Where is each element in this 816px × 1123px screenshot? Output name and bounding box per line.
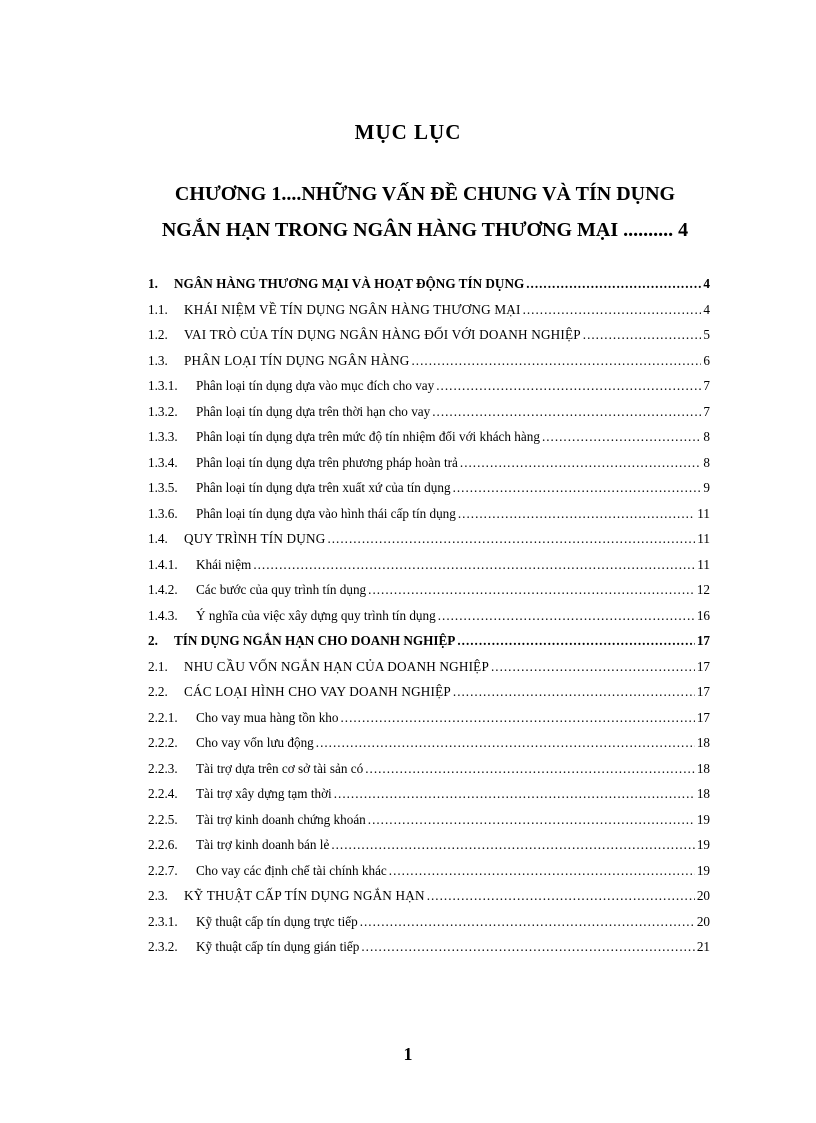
toc-entry-title: NHU CẦU VỐN NGẮN HẠN CỦA DOANH NGHIỆP: [184, 658, 489, 674]
toc-entry-page: 12: [696, 582, 710, 597]
toc-entry-title: Phân loại tín dụng dựa trên mức độ tín nhiệm đối với khách hàng: [196, 429, 540, 444]
toc-entry-number: 1.2.: [148, 327, 168, 342]
toc-entry[interactable]: [148, 684, 710, 710]
toc-entry-page: 19: [696, 811, 710, 827]
toc-dot-leader: [360, 914, 695, 930]
toc-entry-title: Phân loại tín dụng dựa vào hình thái cấp tín dụng: [196, 505, 456, 521]
toc-entry-number: 2.: [148, 633, 158, 648]
toc-dot-leader: [523, 302, 702, 318]
toc-entry-page: 21: [696, 939, 710, 954]
toc-entry[interactable]: [148, 812, 710, 838]
toc-entry-title: Cho vay vốn lưu động: [196, 735, 314, 750]
toc-entry-title: Tài trợ kinh doanh bán lẻ: [196, 837, 330, 852]
toc-entry-page: 19: [696, 837, 710, 852]
toc-dot-leader: [327, 531, 695, 547]
toc-entry-page: 16: [696, 607, 710, 623]
toc-dot-leader: [427, 888, 695, 904]
toc-entry-page: 17: [696, 658, 710, 674]
toc-entry-number: 1.3.5.: [148, 480, 178, 495]
toc-entry[interactable]: [148, 710, 710, 736]
toc-entry[interactable]: [148, 608, 710, 634]
toc-dot-leader: [526, 276, 701, 292]
toc-entry-number: 2.3.1.: [148, 913, 178, 929]
toc-entry-page: 18: [696, 786, 710, 801]
toc-dot-leader: [542, 429, 701, 445]
toc-entry-number: 2.3.: [148, 888, 168, 903]
toc-entry-title: Tài trợ dựa trên cơ sở tài sản có: [196, 760, 364, 776]
toc-dot-leader: [583, 327, 702, 343]
toc-dot-leader: [491, 659, 695, 675]
toc-entry-number: 1.3.6.: [148, 505, 178, 521]
toc-entry-title: Kỹ thuật cấp tín dụng gián tiếp: [196, 939, 360, 954]
toc-entry-number: 1.3.: [148, 352, 168, 368]
toc-entry[interactable]: [148, 455, 710, 481]
toc-dot-leader: [453, 684, 695, 700]
toc-entry[interactable]: [148, 633, 710, 659]
toc-entry-page: 8: [703, 429, 710, 444]
toc-entry[interactable]: [148, 735, 710, 761]
toc-entry[interactable]: [148, 582, 710, 608]
toc-dot-leader: [368, 582, 695, 598]
toc-entry-number: 2.2.2.: [148, 735, 178, 750]
toc-entry-title: Tài trợ xây dựng tạm thời: [196, 786, 332, 801]
toc-dot-leader: [436, 378, 701, 394]
toc-dot-leader: [365, 761, 695, 777]
toc-entry-page: 18: [696, 735, 710, 750]
toc-entry-number: 1.4.3.: [148, 607, 178, 623]
toc-entry-title: Cho vay các định chế tài chính khác: [196, 862, 387, 878]
toc-entry-number: 1.3.2.: [148, 403, 178, 419]
toc-entry-number: 2.3.2.: [148, 939, 178, 954]
toc-dot-leader: [457, 633, 694, 649]
toc-entry-page: 17: [696, 633, 710, 648]
toc-entry[interactable]: [148, 327, 710, 353]
toc-entry[interactable]: [148, 429, 710, 455]
toc-entry-number: 1.4.2.: [148, 582, 178, 597]
toc-entry-title: Khái niệm: [196, 556, 252, 572]
toc-entry-page: 11: [697, 531, 710, 546]
toc-entry-page: 9: [703, 480, 710, 495]
toc-entry-page: 4: [703, 276, 710, 291]
toc-entry-title: Cho vay mua hàng tồn kho: [196, 709, 339, 725]
chapter-heading-line-2: NGẮN HẠN TRONG NGÂN HÀNG THƯƠNG MẠI .......... 4: [161, 219, 689, 241]
toc-entry[interactable]: [148, 353, 710, 379]
toc-entry-title: KHÁI NIỆM VỀ TÍN DỤNG NGÂN HÀNG THƯƠNG MẠI: [184, 301, 521, 317]
toc-entry-title: NGÂN HÀNG THƯƠNG MẠI VÀ HOẠT ĐỘNG TÍN DỤNG: [174, 276, 525, 291]
toc-entry-title: KỸ THUẬT CẤP TÍN DỤNG NGẮN HẠN: [184, 888, 425, 903]
toc-entry-number: 2.2.3.: [148, 760, 178, 776]
toc-entry-title: Ý nghĩa của việc xây dựng quy trình tín dụng: [196, 607, 436, 623]
toc-entry-title: Tài trợ kinh doanh chứng khoán: [196, 811, 366, 827]
toc-entry[interactable]: [148, 761, 710, 787]
toc-entry-title: Phân loại tín dụng dựa trên xuất xứ của tín dụng: [196, 480, 451, 495]
toc-entry[interactable]: [148, 863, 710, 889]
toc-entry-page: 7: [703, 378, 710, 393]
toc-entry-page: 18: [696, 760, 710, 776]
page-title: MỤC LỤC: [354, 120, 462, 144]
toc-entry-number: 1.4.1.: [148, 556, 178, 572]
toc-entry-number: 2.2.1.: [148, 709, 178, 725]
toc-entry-number: 2.2.: [148, 684, 168, 699]
toc-entry-number: 1.3.4.: [148, 454, 178, 470]
toc-dot-leader: [432, 404, 701, 420]
toc-entry-number: 2.2.7.: [148, 862, 178, 878]
toc-entry[interactable]: [148, 404, 710, 430]
toc-entry-number: 1.1.: [148, 301, 168, 317]
toc-entry[interactable]: [148, 480, 710, 506]
toc-entry[interactable]: [148, 914, 710, 940]
toc-dot-leader: [438, 608, 695, 624]
chapter-heading-line-1: CHƯƠNG 1....NHỮNG VẤN ĐỀ CHUNG VÀ TÍN DỤNG: [174, 183, 676, 205]
toc-dot-leader: [334, 786, 695, 802]
page-number: 1: [403, 1044, 413, 1064]
toc-entry[interactable]: [148, 302, 710, 328]
toc-entry-title: Phân loại tín dụng dựa vào mục đích cho vay: [196, 378, 435, 393]
toc-entry-title: Kỹ thuật cấp tín dụng trực tiếp: [196, 913, 358, 929]
toc-entry-title: PHÂN LOẠI TÍN DỤNG NGÂN HÀNG: [184, 352, 410, 368]
toc-entry-page: 19: [696, 862, 710, 878]
toc-entry-page: 6: [703, 352, 710, 368]
toc-entry-number: 2.2.5.: [148, 811, 178, 827]
toc-dot-leader: [340, 710, 694, 726]
toc-entry-number: 2.2.4.: [148, 786, 178, 801]
toc-entry-number: 1.3.1.: [148, 378, 178, 393]
toc-dot-leader: [458, 506, 695, 522]
toc-entry-title: Các bước của quy trình tín dụng: [196, 582, 367, 597]
toc-dot-leader: [331, 837, 694, 853]
toc-dot-leader: [253, 557, 695, 573]
toc-dot-leader: [389, 863, 695, 879]
toc-entry-page: 20: [696, 888, 710, 903]
toc-entry[interactable]: [148, 557, 710, 583]
toc-entry[interactable]: [148, 506, 710, 532]
toc-entry[interactable]: [148, 837, 710, 863]
toc-entry[interactable]: [148, 939, 710, 965]
toc-entry-number: 1.: [148, 276, 158, 291]
toc-entry[interactable]: [148, 276, 710, 302]
toc-entry-title: QUY TRÌNH TÍN DỤNG: [184, 531, 326, 546]
toc-entry-title: Phân loại tín dụng dựa trên phương pháp hoàn trả: [196, 454, 458, 470]
toc-entry-page: 8: [703, 454, 710, 470]
table-of-contents: [148, 276, 710, 965]
toc-entry-number: 1.4.: [148, 531, 168, 546]
chapter-heading: [130, 176, 720, 248]
toc-entry-title: TÍN DỤNG NGẮN HẠN CHO DOANH NGHIỆP: [174, 633, 456, 648]
toc-entry-title: Phân loại tín dụng dựa trên thời hạn cho vay: [196, 403, 431, 419]
toc-entry-page: 11: [697, 505, 710, 521]
toc-dot-leader: [316, 735, 695, 751]
toc-entry-page: 5: [703, 327, 710, 342]
toc-entry-title: VAI TRÒ CỦA TÍN DỤNG NGÂN HÀNG ĐỐI VỚI DOANH NGHIỆP: [184, 327, 581, 342]
toc-entry[interactable]: [148, 888, 710, 914]
toc-entry-page: 7: [703, 403, 710, 419]
toc-entry[interactable]: [148, 378, 710, 404]
toc-entry-number: 2.1.: [148, 658, 168, 674]
toc-dot-leader: [453, 480, 702, 496]
toc-dot-leader: [412, 353, 702, 369]
toc-entry[interactable]: [148, 786, 710, 812]
toc-entry-page: 17: [696, 684, 710, 699]
toc-dot-leader: [368, 812, 695, 828]
toc-entry[interactable]: [148, 659, 710, 685]
toc-entry-page: 17: [696, 709, 710, 725]
toc-entry-title: CÁC LOẠI HÌNH CHO VAY DOANH NGHIỆP: [184, 684, 451, 699]
toc-dot-leader: [361, 939, 694, 955]
toc-dot-leader: [460, 455, 702, 471]
toc-entry-page: 11: [697, 556, 710, 572]
toc-entry[interactable]: [148, 531, 710, 557]
toc-entry-number: 1.3.3.: [148, 429, 178, 444]
toc-entry-page: 4: [703, 301, 710, 317]
toc-entry-number: 2.2.6.: [148, 837, 178, 852]
toc-entry-page: 20: [696, 913, 710, 929]
